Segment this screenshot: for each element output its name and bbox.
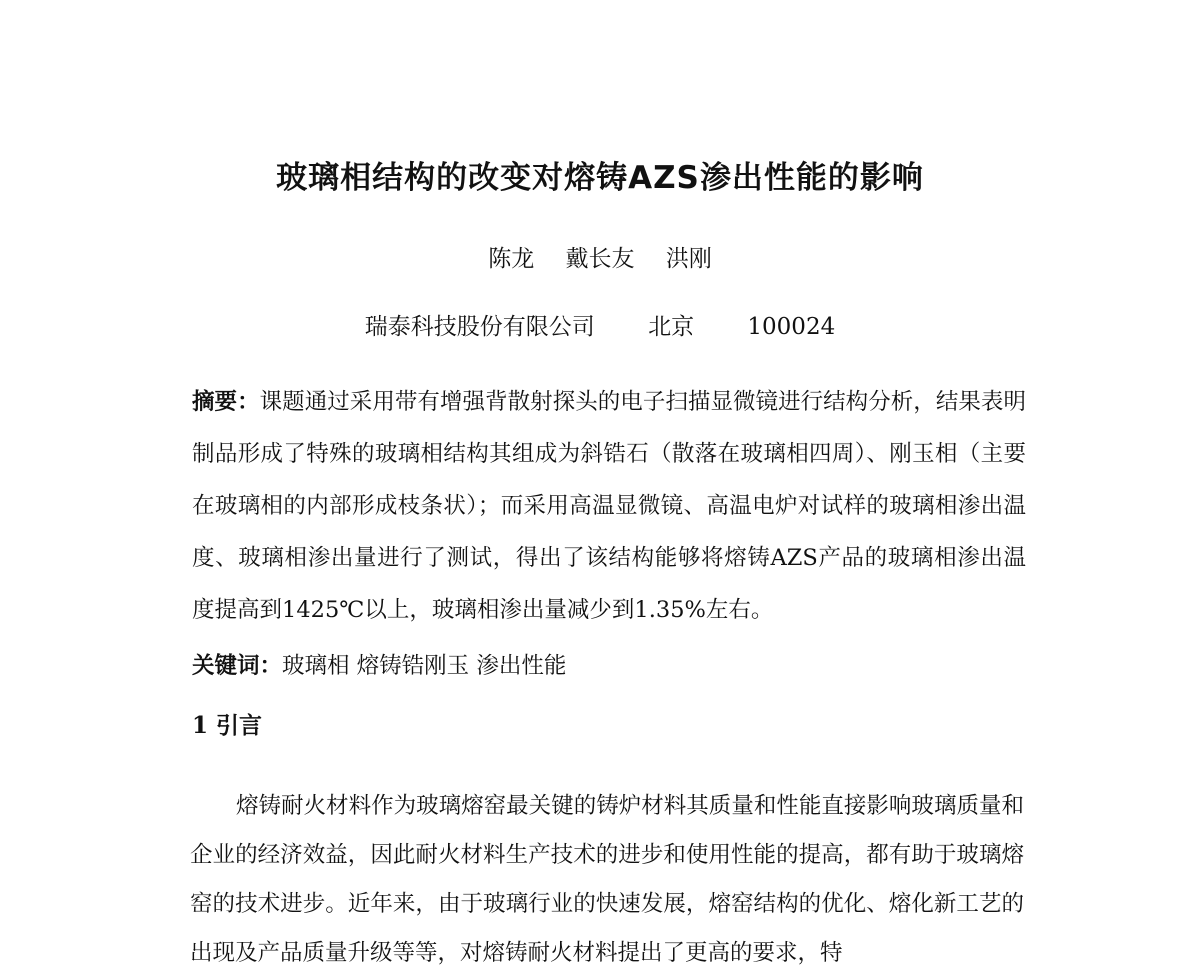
section-heading: 1 引言 <box>192 712 263 739</box>
keywords-text: 玻璃相 熔铸锆刚玉 渗出性能 <box>282 653 567 679</box>
affiliation-postcode: 100024 <box>747 314 836 340</box>
abstract-label: 摘要： <box>192 389 260 415</box>
paper-title: 玻璃相结构的改变对熔铸AZS渗出性能的影响 <box>276 160 924 196</box>
affiliation-city: 北京 <box>648 314 695 340</box>
abstract-text: 课题通过采用带有增强背散射探头的电子扫描显微镜进行结构分析，结果表明制品形成了特殊的玻璃相结构其组成为斜锆石（散落在玻璃相四周）、刚玉相（主要在玻璃相的内部形成枝条状）；而采用高温显微镜、高温电炉对试样的玻璃相渗出温度、玻璃相渗出量进行了测试，得出了该结构能够将熔铸AZS产品的玻璃相渗出温度提高到1425℃以上，玻璃相渗出量减少到1.35%左右。 <box>192 389 1026 623</box>
keywords <box>192 644 566 688</box>
author-name: 戴长友 <box>565 246 635 272</box>
affiliation <box>0 308 1200 341</box>
affiliation-organization: 瑞泰科技股份有限公司 <box>364 314 595 340</box>
author-name: 洪刚 <box>665 246 712 272</box>
author-list <box>0 240 1200 273</box>
keywords-label: 关键词： <box>192 653 283 679</box>
section-paragraph: 熔铸耐火材料作为玻璃熔窑最关键的铸炉材料其质量和性能直接影响玻璃质量和企业的经济效益，因此耐火材料生产技术的进步和使用性能的提高，都有助于玻璃熔窑的技术进步。近年来，由于玻璃行业的快速发展，熔窑结构的优化、熔化新工艺的出现及产品质量升级等等，对熔铸耐火材料提出了更高的要求，特 <box>190 793 1024 966</box>
author-name: 陈龙 <box>488 246 535 272</box>
abstract <box>192 376 1026 636</box>
